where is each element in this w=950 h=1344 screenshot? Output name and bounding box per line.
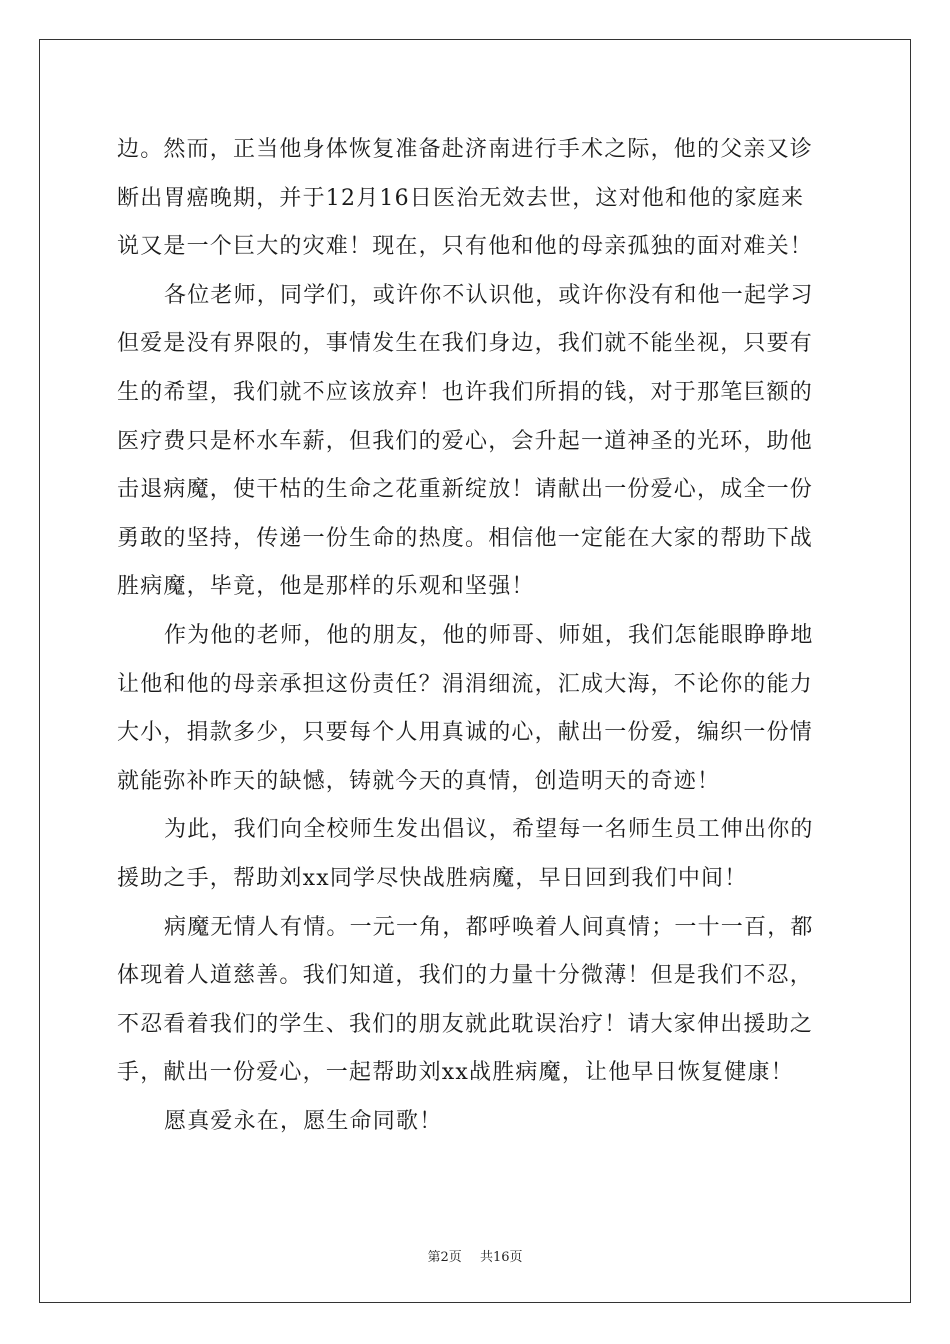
text-line: 但爱是没有界限的，事情发生在我们身边，我们就不能坐视，只要有 — [117, 331, 814, 357]
page-footer — [0, 1246, 950, 1265]
text-line: 援助之手，帮助刘xx同学尽快战胜病魔，早日回到我们中间！ — [117, 865, 748, 891]
text-line: 生的希望，我们就不应该放弃！也许我们所捐的钱，对于那笔巨额的 — [117, 379, 814, 405]
page-number: 第2页 — [427, 1250, 462, 1265]
text-line: 大小，捐款多少，只要每个人用真诚的心，献出一份爱，编织一份情 — [117, 720, 814, 746]
text-line: 说又是一个巨大的灾难！现在，只有他和他的母亲孤独的面对难关！ — [117, 234, 814, 260]
page-total: 共16页 — [479, 1250, 523, 1265]
text-line: 边。然而，正当他身体恢复准备赴济南进行手术之际，他的父亲又诊 — [117, 137, 814, 162]
text-line: 各位老师，同学们，或许你不认识他，或许你没有和他一起学习 — [164, 282, 814, 308]
text-line: 为此，我们向全校师生发出倡议，希望每一名师生员工伸出你的 — [164, 817, 814, 843]
text-line: 病魔无情人有情。一元一角，都呼唤着人间真情；一十一百，都 — [164, 914, 814, 940]
text-line: 断出胃癌晚期，并于12月16日医治无效去世，这对他和他的家庭来 — [117, 185, 805, 211]
text-line: 不忍看着我们的学生、我们的朋友就此耽误治疗！请大家伸出援助之 — [117, 1011, 814, 1037]
text-line: 手，献出一份爱心，一起帮助刘xx战胜病魔，让他早日恢复健康！ — [117, 1060, 794, 1086]
text-line: 体现着人道慈善。我们知道，我们的力量十分微薄！但是我们不忍， — [117, 963, 814, 989]
text-line: 就能弥补昨天的缺憾，铸就今天的真情，创造明天的奇迹！ — [117, 768, 721, 794]
text-line: 勇敢的坚持，传递一份生命的热度。相信他一定能在大家的帮助下战 — [117, 525, 814, 551]
document-body — [117, 126, 837, 1146]
text-line: 愿真爱永在，愿生命同歌！ — [164, 1108, 443, 1134]
text-line: 胜病魔，毕竟，他是那样的乐观和坚强！ — [117, 574, 535, 600]
text-line: 作为他的老师，他的朋友，他的师哥、师姐，我们怎能眼睁睁地 — [164, 622, 814, 648]
text-line: 医疗费只是杯水车薪，但我们的爱心，会升起一道神圣的光环，助他 — [117, 428, 814, 454]
text-line: 击退病魔，使干枯的生命之花重新绽放！请献出一份爱心，成全一份 — [117, 477, 814, 503]
text-line: 让他和他的母亲承担这份责任？涓涓细流，汇成大海，不论你的能力 — [117, 671, 814, 697]
